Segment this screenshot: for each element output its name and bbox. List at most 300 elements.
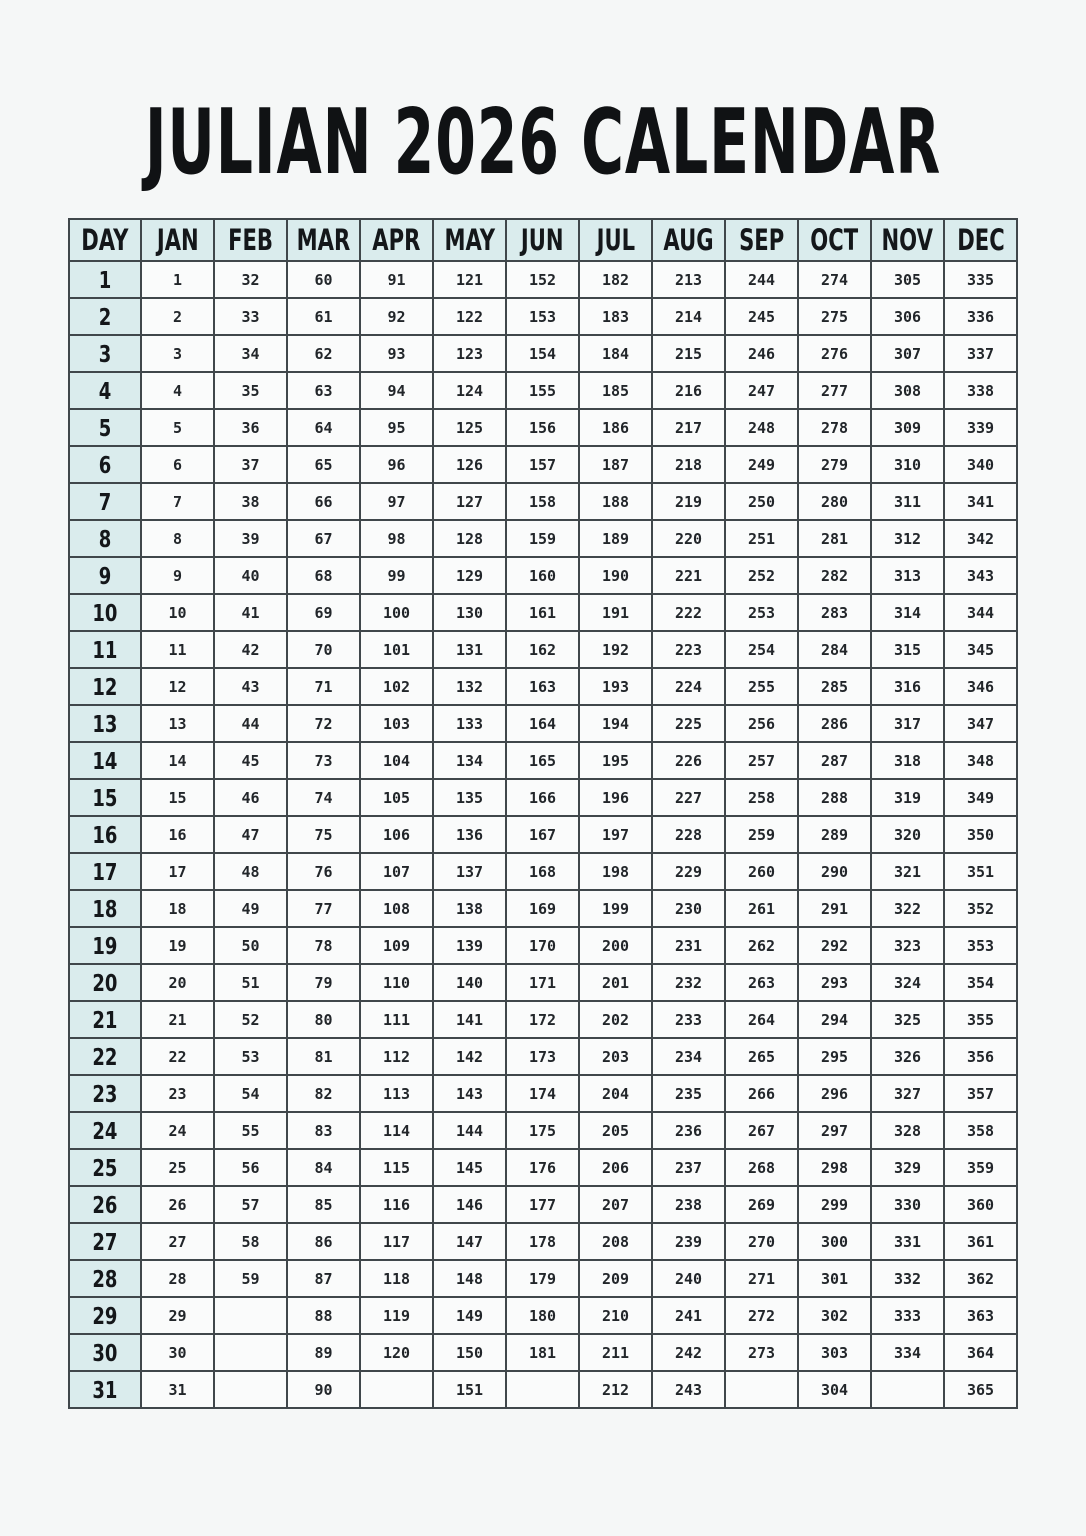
julian-day-cell: 219: [652, 483, 725, 520]
julian-day-cell: 47: [214, 816, 287, 853]
julian-day-cell: 117: [360, 1223, 433, 1260]
julian-day-cell: [214, 1334, 287, 1371]
julian-day-cell: 340: [944, 446, 1017, 483]
julian-day-cell: 36: [214, 409, 287, 446]
julian-day-cell: 337: [944, 335, 1017, 372]
julian-day-cell: 271: [725, 1260, 798, 1297]
julian-day-cell: 162: [506, 631, 579, 668]
julian-day-cell: 96: [360, 446, 433, 483]
day-number-cell: [69, 964, 141, 1001]
julian-day-cell: 23: [141, 1075, 214, 1112]
julian-day-cell: 249: [725, 446, 798, 483]
julian-day-cell: 212: [579, 1371, 652, 1408]
julian-day-cell: 320: [871, 816, 944, 853]
julian-day-cell: 131: [433, 631, 506, 668]
julian-day-cell: 94: [360, 372, 433, 409]
julian-day-cell: 266: [725, 1075, 798, 1112]
julian-day-cell: 63: [287, 372, 360, 409]
day-number-cell: [69, 705, 141, 742]
julian-day-cell: 282: [798, 557, 871, 594]
julian-day-cell: 149: [433, 1297, 506, 1334]
julian-day-cell: 345: [944, 631, 1017, 668]
julian-day-cell: 348: [944, 742, 1017, 779]
julian-day-cell: 330: [871, 1186, 944, 1223]
julian-day-cell: 353: [944, 927, 1017, 964]
julian-day-cell: 302: [798, 1297, 871, 1334]
column-header-jul: JUL: [579, 219, 652, 261]
julian-day-cell: 357: [944, 1075, 1017, 1112]
table-row: [69, 557, 1017, 594]
julian-day-cell: 360: [944, 1186, 1017, 1223]
julian-day-cell: 139: [433, 927, 506, 964]
julian-day-cell: 157: [506, 446, 579, 483]
julian-day-cell: 229: [652, 853, 725, 890]
julian-day-cell: 120: [360, 1334, 433, 1371]
julian-day-cell: [214, 1297, 287, 1334]
day-number-cell: [69, 1223, 141, 1260]
day-number-cell: [69, 1186, 141, 1223]
julian-day-cell: 196: [579, 779, 652, 816]
table-row: [69, 816, 1017, 853]
julian-day-cell: 364: [944, 1334, 1017, 1371]
julian-day-cell: 327: [871, 1075, 944, 1112]
julian-day-cell: 106: [360, 816, 433, 853]
julian-day-cell: 344: [944, 594, 1017, 631]
julian-day-cell: 201: [579, 964, 652, 1001]
julian-day-cell: 14: [141, 742, 214, 779]
julian-day-cell: 261: [725, 890, 798, 927]
julian-day-cell: 222: [652, 594, 725, 631]
julian-day-cell: 156: [506, 409, 579, 446]
julian-day-cell: 132: [433, 668, 506, 705]
day-number-cell: [69, 742, 141, 779]
julian-day-cell: 75: [287, 816, 360, 853]
julian-day-cell: 29: [141, 1297, 214, 1334]
julian-day-cell: 30: [141, 1334, 214, 1371]
column-header-jan: JAN: [141, 219, 214, 261]
julian-day-cell: 38: [214, 483, 287, 520]
julian-day-cell: 85: [287, 1186, 360, 1223]
julian-day-cell: 281: [798, 520, 871, 557]
julian-day-cell: 144: [433, 1112, 506, 1149]
julian-day-cell: 245: [725, 298, 798, 335]
table-row: [69, 927, 1017, 964]
day-number: 10: [92, 598, 118, 627]
day-number-cell: [69, 779, 141, 816]
julian-day-cell: 195: [579, 742, 652, 779]
julian-day-cell: [725, 1371, 798, 1408]
julian-day-cell: 77: [287, 890, 360, 927]
julian-day-cell: 329: [871, 1149, 944, 1186]
julian-day-cell: 334: [871, 1334, 944, 1371]
julian-day-cell: 207: [579, 1186, 652, 1223]
julian-day-cell: 177: [506, 1186, 579, 1223]
julian-day-cell: 293: [798, 964, 871, 1001]
page-title: JULIAN 2026 CALENDAR: [144, 90, 942, 196]
day-number: 26: [92, 1190, 118, 1219]
julian-day-cell: 267: [725, 1112, 798, 1149]
day-number-cell: [69, 1297, 141, 1334]
day-number: 22: [92, 1042, 118, 1071]
table-row: [69, 705, 1017, 742]
julian-day-cell: 274: [798, 261, 871, 298]
julian-day-cell: 260: [725, 853, 798, 890]
table-row: [69, 631, 1017, 668]
julian-day-cell: 27: [141, 1223, 214, 1260]
julian-day-cell: 164: [506, 705, 579, 742]
julian-day-cell: 191: [579, 594, 652, 631]
julian-day-cell: 141: [433, 1001, 506, 1038]
julian-day-cell: 328: [871, 1112, 944, 1149]
julian-day-cell: 343: [944, 557, 1017, 594]
julian-day-cell: 323: [871, 927, 944, 964]
page-title-container: [0, 88, 1086, 198]
julian-day-cell: 174: [506, 1075, 579, 1112]
julian-day-cell: 151: [433, 1371, 506, 1408]
julian-day-cell: 319: [871, 779, 944, 816]
julian-day-cell: 28: [141, 1260, 214, 1297]
day-number: 11: [92, 635, 118, 664]
julian-day-cell: 310: [871, 446, 944, 483]
julian-day-cell: 42: [214, 631, 287, 668]
julian-day-cell: 39: [214, 520, 287, 557]
day-number: 19: [92, 931, 118, 960]
julian-day-cell: 216: [652, 372, 725, 409]
julian-day-cell: 316: [871, 668, 944, 705]
julian-day-cell: 317: [871, 705, 944, 742]
julian-day-cell: 121: [433, 261, 506, 298]
julian-day-cell: 239: [652, 1223, 725, 1260]
day-number: 23: [92, 1079, 118, 1108]
julian-day-cell: 204: [579, 1075, 652, 1112]
julian-day-cell: 355: [944, 1001, 1017, 1038]
table-row: [69, 1223, 1017, 1260]
table-row: [69, 779, 1017, 816]
julian-day-cell: 186: [579, 409, 652, 446]
julian-day-cell: 220: [652, 520, 725, 557]
julian-day-cell: 88: [287, 1297, 360, 1334]
julian-day-cell: 137: [433, 853, 506, 890]
table-row: [69, 446, 1017, 483]
julian-day-cell: 246: [725, 335, 798, 372]
julian-day-cell: 284: [798, 631, 871, 668]
julian-day-cell: 13: [141, 705, 214, 742]
julian-day-cell: 283: [798, 594, 871, 631]
julian-day-cell: 193: [579, 668, 652, 705]
julian-day-cell: 34: [214, 335, 287, 372]
julian-day-cell: 202: [579, 1001, 652, 1038]
julian-day-cell: 68: [287, 557, 360, 594]
julian-day-cell: 276: [798, 335, 871, 372]
julian-day-cell: 226: [652, 742, 725, 779]
julian-day-cell: 12: [141, 668, 214, 705]
julian-day-cell: 3: [141, 335, 214, 372]
julian-day-cell: 129: [433, 557, 506, 594]
day-number-cell: [69, 372, 141, 409]
julian-day-cell: 5: [141, 409, 214, 446]
julian-day-cell: 40: [214, 557, 287, 594]
julian-day-cell: 240: [652, 1260, 725, 1297]
julian-day-cell: 143: [433, 1075, 506, 1112]
day-number: 18: [92, 894, 118, 923]
julian-day-cell: 24: [141, 1112, 214, 1149]
julian-day-cell: 203: [579, 1038, 652, 1075]
julian-day-cell: 33: [214, 298, 287, 335]
day-number-cell: [69, 1334, 141, 1371]
julian-day-cell: 74: [287, 779, 360, 816]
column-header-jun: JUN: [506, 219, 579, 261]
julian-day-cell: 83: [287, 1112, 360, 1149]
julian-day-cell: 172: [506, 1001, 579, 1038]
day-number-cell: [69, 298, 141, 335]
julian-day-cell: 258: [725, 779, 798, 816]
julian-day-cell: 45: [214, 742, 287, 779]
day-number-cell: [69, 261, 141, 298]
julian-day-cell: 265: [725, 1038, 798, 1075]
julian-day-cell: 342: [944, 520, 1017, 557]
julian-day-cell: 273: [725, 1334, 798, 1371]
julian-day-cell: 158: [506, 483, 579, 520]
julian-day-cell: 152: [506, 261, 579, 298]
julian-day-cell: 225: [652, 705, 725, 742]
julian-day-cell: 325: [871, 1001, 944, 1038]
julian-day-cell: 244: [725, 261, 798, 298]
julian-day-cell: 19: [141, 927, 214, 964]
julian-day-cell: 142: [433, 1038, 506, 1075]
table-row: [69, 853, 1017, 890]
day-number-cell: [69, 890, 141, 927]
julian-day-cell: 218: [652, 446, 725, 483]
julian-day-cell: 91: [360, 261, 433, 298]
julian-day-cell: 350: [944, 816, 1017, 853]
julian-day-cell: [506, 1371, 579, 1408]
julian-day-cell: 55: [214, 1112, 287, 1149]
julian-day-cell: 205: [579, 1112, 652, 1149]
julian-day-cell: 341: [944, 483, 1017, 520]
day-number: 14: [92, 746, 118, 775]
julian-day-cell: 44: [214, 705, 287, 742]
julian-day-cell: 84: [287, 1149, 360, 1186]
julian-day-cell: 179: [506, 1260, 579, 1297]
julian-day-cell: 237: [652, 1149, 725, 1186]
julian-day-cell: 6: [141, 446, 214, 483]
julian-day-cell: 168: [506, 853, 579, 890]
julian-day-cell: 82: [287, 1075, 360, 1112]
column-header-oct: OCT: [798, 219, 871, 261]
julian-day-cell: 223: [652, 631, 725, 668]
julian-day-cell: 230: [652, 890, 725, 927]
julian-day-cell: 194: [579, 705, 652, 742]
table-row: [69, 890, 1017, 927]
table-body: [69, 261, 1017, 1408]
julian-day-cell: 108: [360, 890, 433, 927]
day-number: 6: [98, 450, 112, 479]
julian-day-cell: 59: [214, 1260, 287, 1297]
julian-day-cell: 311: [871, 483, 944, 520]
julian-day-cell: 235: [652, 1075, 725, 1112]
julian-day-cell: 312: [871, 520, 944, 557]
julian-day-cell: 153: [506, 298, 579, 335]
julian-day-cell: 147: [433, 1223, 506, 1260]
julian-day-cell: 313: [871, 557, 944, 594]
julian-day-cell: 287: [798, 742, 871, 779]
day-number: 15: [92, 783, 118, 812]
julian-day-cell: 359: [944, 1149, 1017, 1186]
julian-day-cell: 167: [506, 816, 579, 853]
table-row: [69, 1297, 1017, 1334]
julian-day-cell: 49: [214, 890, 287, 927]
day-number: 4: [98, 376, 112, 405]
julian-day-cell: 331: [871, 1223, 944, 1260]
julian-day-cell: 145: [433, 1149, 506, 1186]
julian-day-cell: 51: [214, 964, 287, 1001]
julian-day-cell: 69: [287, 594, 360, 631]
day-number: 7: [98, 487, 112, 516]
julian-day-cell: 189: [579, 520, 652, 557]
julian-day-cell: 257: [725, 742, 798, 779]
day-number: 1: [98, 265, 112, 294]
julian-day-cell: 146: [433, 1186, 506, 1223]
julian-day-cell: 332: [871, 1260, 944, 1297]
table-row: [69, 335, 1017, 372]
column-header-day: DAY: [69, 219, 141, 261]
julian-day-cell: 93: [360, 335, 433, 372]
day-number: 31: [92, 1375, 118, 1404]
julian-day-cell: 66: [287, 483, 360, 520]
julian-day-cell: 181: [506, 1334, 579, 1371]
julian-day-cell: 20: [141, 964, 214, 1001]
julian-day-cell: 58: [214, 1223, 287, 1260]
julian-day-cell: 150: [433, 1334, 506, 1371]
julian-day-cell: 185: [579, 372, 652, 409]
julian-day-cell: 53: [214, 1038, 287, 1075]
julian-day-cell: 79: [287, 964, 360, 1001]
julian-day-cell: 112: [360, 1038, 433, 1075]
julian-day-cell: 76: [287, 853, 360, 890]
julian-day-cell: 175: [506, 1112, 579, 1149]
column-header-apr: APR: [360, 219, 433, 261]
julian-day-cell: 115: [360, 1149, 433, 1186]
julian-day-cell: 127: [433, 483, 506, 520]
day-number: 27: [92, 1227, 118, 1256]
julian-day-cell: 176: [506, 1149, 579, 1186]
julian-day-cell: 361: [944, 1223, 1017, 1260]
julian-day-cell: [871, 1371, 944, 1408]
day-number-cell: [69, 1260, 141, 1297]
julian-day-cell: 308: [871, 372, 944, 409]
day-number-cell: [69, 409, 141, 446]
day-number-cell: [69, 446, 141, 483]
julian-day-cell: 279: [798, 446, 871, 483]
julian-day-cell: 90: [287, 1371, 360, 1408]
julian-day-cell: 130: [433, 594, 506, 631]
julian-day-cell: 262: [725, 927, 798, 964]
day-number-cell: [69, 1001, 141, 1038]
day-number-cell: [69, 335, 141, 372]
julian-day-cell: 60: [287, 261, 360, 298]
julian-day-cell: 125: [433, 409, 506, 446]
julian-day-cell: 248: [725, 409, 798, 446]
day-number: 5: [98, 413, 112, 442]
julian-day-cell: 268: [725, 1149, 798, 1186]
julian-day-cell: 286: [798, 705, 871, 742]
julian-day-cell: 16: [141, 816, 214, 853]
julian-day-cell: 277: [798, 372, 871, 409]
julian-day-cell: 135: [433, 779, 506, 816]
day-number-cell: [69, 1075, 141, 1112]
day-number: 20: [92, 968, 118, 997]
julian-day-cell: 159: [506, 520, 579, 557]
day-number-cell: [69, 631, 141, 668]
julian-day-cell: 25: [141, 1149, 214, 1186]
julian-day-cell: 236: [652, 1112, 725, 1149]
julian-day-cell: 102: [360, 668, 433, 705]
day-number: 17: [92, 857, 118, 886]
julian-calendar-table: [68, 218, 1018, 1409]
julian-day-cell: 165: [506, 742, 579, 779]
julian-day-cell: 241: [652, 1297, 725, 1334]
day-number-cell: [69, 483, 141, 520]
julian-day-cell: 256: [725, 705, 798, 742]
table-row: [69, 483, 1017, 520]
julian-day-cell: 269: [725, 1186, 798, 1223]
julian-day-cell: 133: [433, 705, 506, 742]
julian-day-cell: 251: [725, 520, 798, 557]
julian-day-cell: 64: [287, 409, 360, 446]
julian-day-cell: 321: [871, 853, 944, 890]
julian-day-cell: 41: [214, 594, 287, 631]
julian-day-cell: 297: [798, 1112, 871, 1149]
julian-day-cell: 252: [725, 557, 798, 594]
day-number: 9: [98, 561, 112, 590]
day-number-cell: [69, 594, 141, 631]
julian-day-cell: 43: [214, 668, 287, 705]
day-number: 24: [92, 1116, 118, 1145]
julian-day-cell: 243: [652, 1371, 725, 1408]
julian-day-cell: 101: [360, 631, 433, 668]
julian-day-cell: 138: [433, 890, 506, 927]
julian-day-cell: 70: [287, 631, 360, 668]
julian-day-cell: 322: [871, 890, 944, 927]
column-header-feb: FEB: [214, 219, 287, 261]
julian-day-cell: 67: [287, 520, 360, 557]
julian-day-cell: 314: [871, 594, 944, 631]
julian-day-cell: 21: [141, 1001, 214, 1038]
column-header-nov: NOV: [871, 219, 944, 261]
julian-day-cell: 318: [871, 742, 944, 779]
julian-day-cell: 200: [579, 927, 652, 964]
julian-day-cell: 46: [214, 779, 287, 816]
julian-day-cell: 8: [141, 520, 214, 557]
julian-day-cell: 182: [579, 261, 652, 298]
julian-day-cell: 9: [141, 557, 214, 594]
julian-day-cell: 346: [944, 668, 1017, 705]
julian-day-cell: 123: [433, 335, 506, 372]
julian-day-cell: 22: [141, 1038, 214, 1075]
julian-day-cell: 2: [141, 298, 214, 335]
day-number-cell: [69, 816, 141, 853]
julian-day-cell: 335: [944, 261, 1017, 298]
julian-day-cell: 242: [652, 1334, 725, 1371]
julian-day-cell: 299: [798, 1186, 871, 1223]
table-row: [69, 1186, 1017, 1223]
julian-day-cell: 122: [433, 298, 506, 335]
julian-day-cell: 128: [433, 520, 506, 557]
julian-day-cell: 148: [433, 1260, 506, 1297]
julian-day-cell: 54: [214, 1075, 287, 1112]
day-number-cell: [69, 1112, 141, 1149]
table-row: [69, 298, 1017, 335]
